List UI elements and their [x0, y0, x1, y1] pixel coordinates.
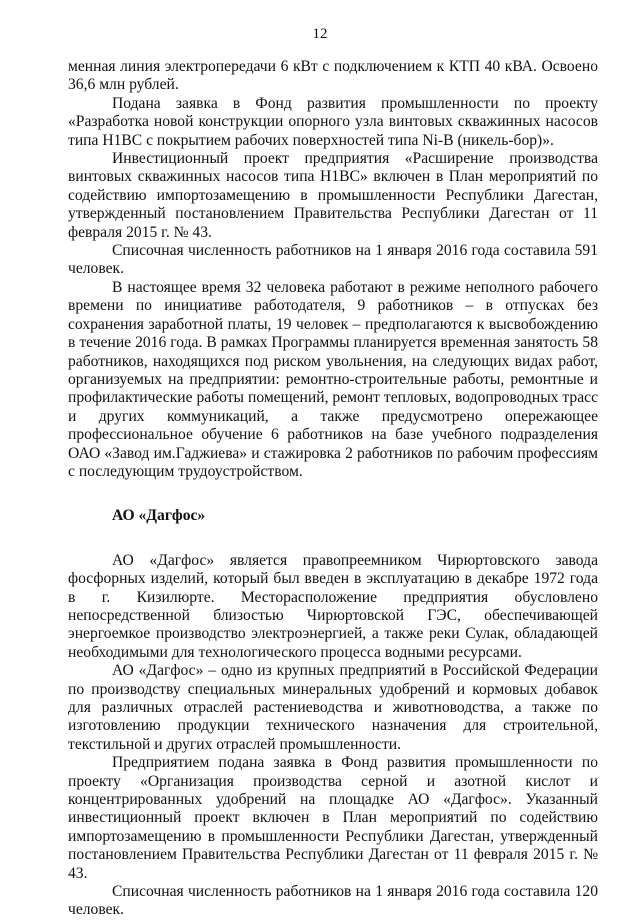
- paragraph-part-time-workers: В настоящее время 32 человека работают в режиме неполного рабочего времени по инициативе работодателя, 9 работников – в отпусках без сохранения заработной платы, 19 человек – предполагаются к высвобождению в течение 2016 года. В рамках Программы планируется временная занятость 58 работников, находящихся под риском увольнения, на следующих видах работ, организуемых на предприятии: ремонтно-строительные работы, ремонтные и профилактические работы помещений, ремонт тепловых, водопроводных трасс и других коммуникаций, а также предусмотрено опережающее профессиональное обучение 6 работников на базе учебного подразделения ОАО «Завод им.Гаджиева» и стажировка 2 работников по рабочим профессиям с последующим трудоустройством.: [68, 278, 598, 480]
- paragraph-dagfos-production: АО «Дагфос» – одно из крупных предприятий в Российской Федерации по производству специальных минеральных удобрений и кормовых добавок для различных отраслей растениеводства и животноводства, а также по изготовлению продукции технического назначения для строительной, текстильной и других отраслей промышленности.: [68, 662, 598, 753]
- paragraph-investment-project: Инвестиционный проект предприятия «Расширение производства винтовых скважинных насосов типа Н1ВС» включен в План мероприятий по содействию импортозамещению в промышленности Республики Дагестан, утвержденный постановлением Правительства Республики Дагестан от 11 февраля 2015 г. № 43.: [68, 150, 598, 241]
- paragraph-continuation: менная линия электропередачи 6 кВт с подключением к КТП 40 кВА. Освоено 36,6 млн рублей.: [68, 58, 598, 94]
- paragraph-fund-application: Подана заявка в Фонд развития промышленности по проекту «Разработка новой конструкции опорного узла винтовых скважинных насосов типа Н1ВС с покрытием рабочих поверхностей типа Ni-В (никель-бор)».: [68, 94, 598, 149]
- paragraph-dagfos-headcount: Списочная численность работников на 1 января 2016 года составила 120 человек.: [68, 883, 598, 919]
- paragraph-dagfos-history: АО «Дагфос» является правопреемником Чирюртовского завода фосфорных изделий, который был введен в эксплуатацию в декабре 1972 года в г. Кизилюрте. Месторасположение предприятия обусловлено непосредственной близостью Чирюртовской ГЭС, обеспечивающей энергоемкое производство электроэнергией, а также реки Сулак, обладающей необходимыми для технологического процесса водными ресурсами.: [68, 551, 598, 661]
- paragraph-dagfos-application: Предприятием подана заявка в Фонд развития промышленности по проекту «Организация производства серной и азотной кислот и концентрированных удобрений на площадке АО «Дагфос». Указанный инвестиционный проект включен в План мероприятий по содействию импортозамещению в промышленности Республики Дагестан, утвержденный постановлением Правительства Республики Дагестан от 11 февраля 2015 г. № 43.: [68, 754, 598, 882]
- page-number: 12: [312, 26, 328, 42]
- document-body: [68, 58, 598, 920]
- section-heading: АО «Дагфос»: [112, 507, 206, 525]
- paragraph-headcount: Списочная численность работников на 1 января 2016 года составила 591 человек.: [68, 242, 598, 278]
